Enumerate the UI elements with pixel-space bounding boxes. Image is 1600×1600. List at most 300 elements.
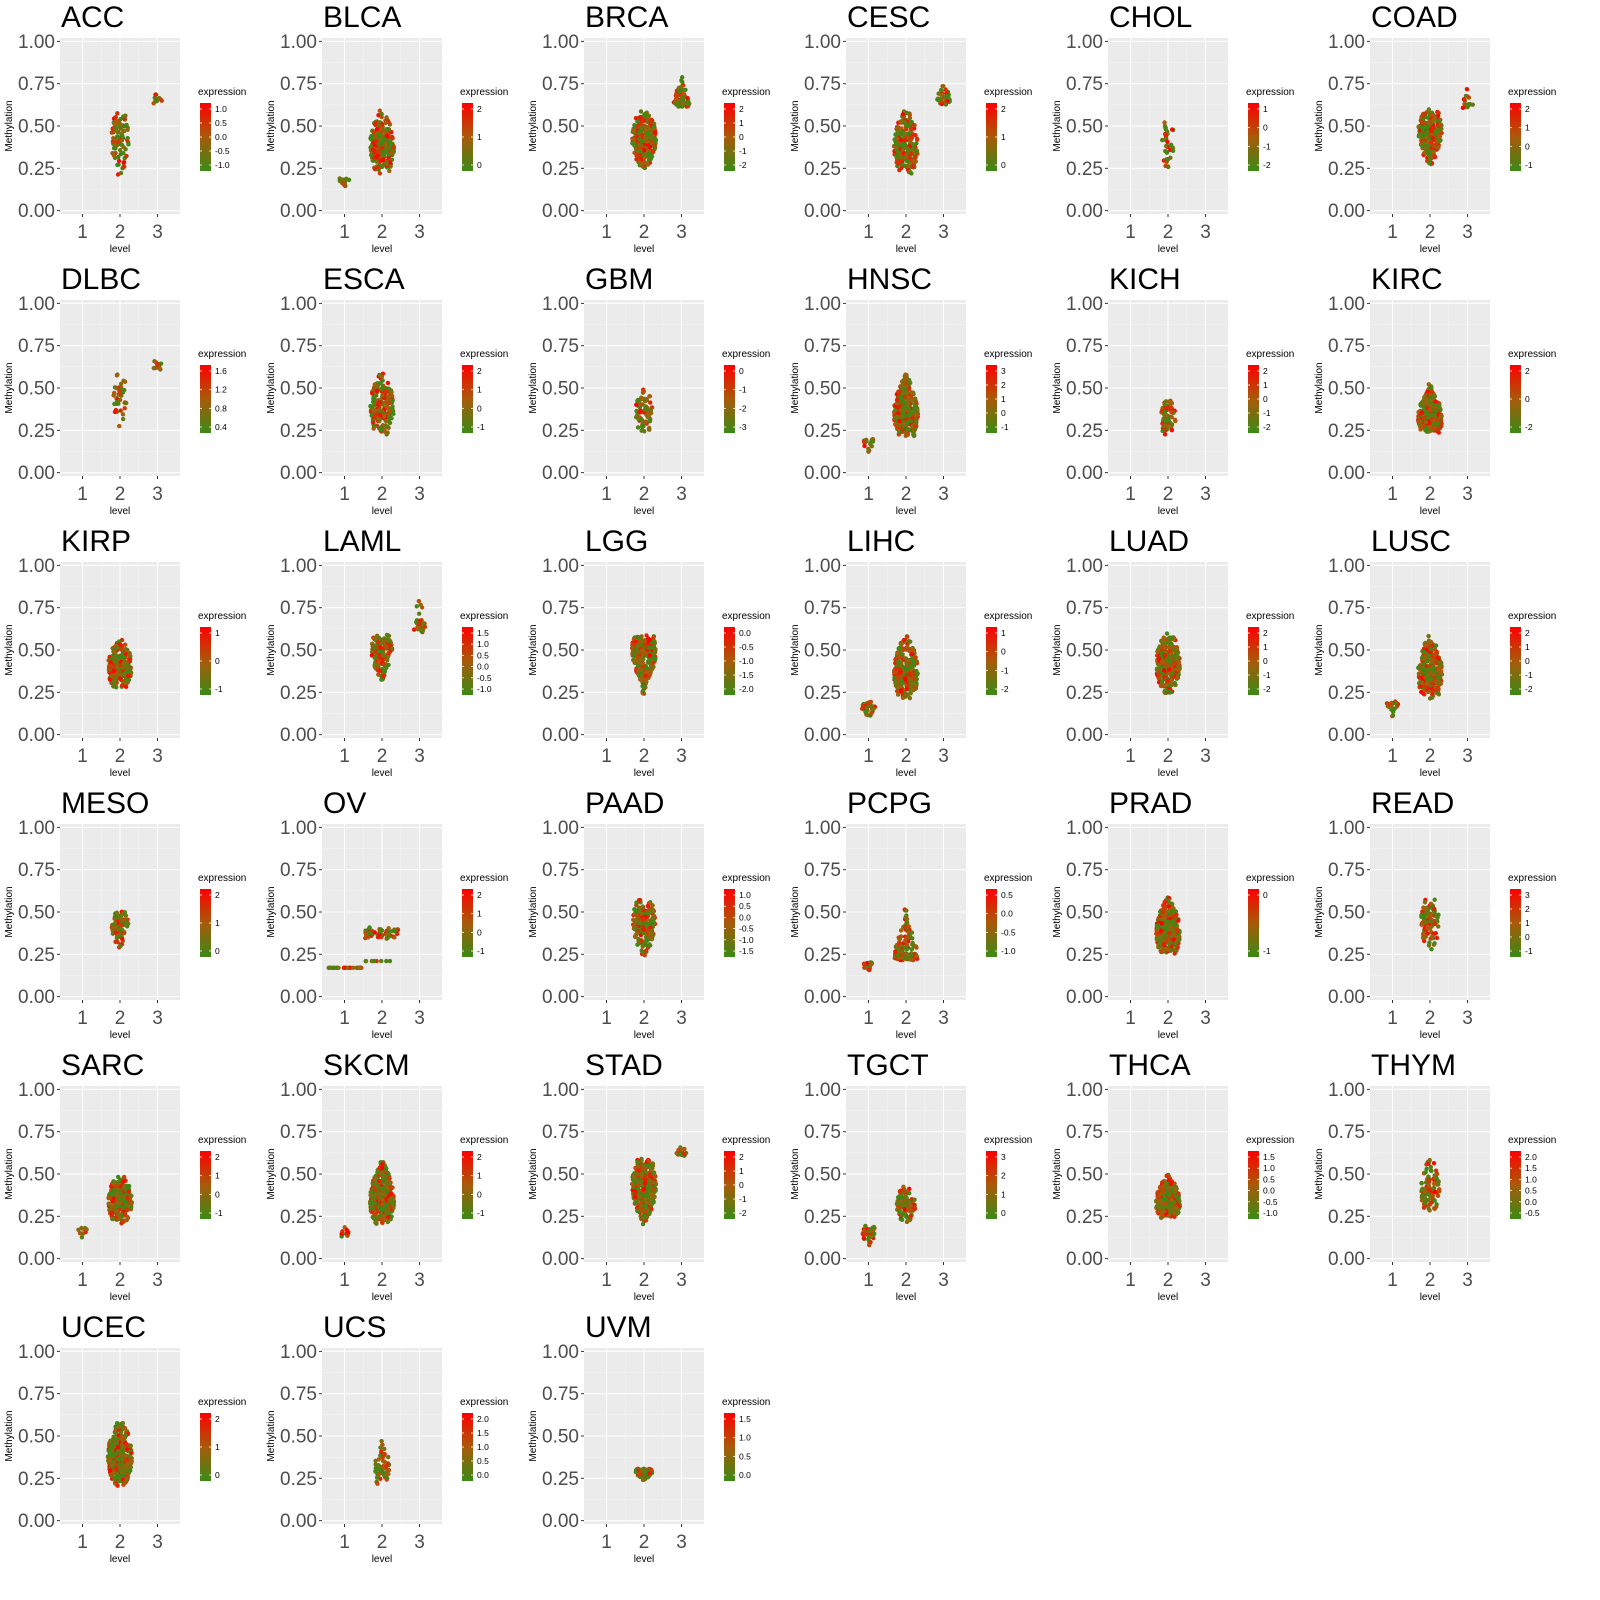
legend-tick-label: -2 [1001,684,1009,694]
data-point [1167,667,1171,671]
data-point [653,130,657,134]
y-axis-label: Methylation [528,362,539,414]
data-point [911,688,915,692]
data-point [638,639,642,643]
data-point [645,139,649,143]
data-point [341,182,345,186]
legend-tick-label: 2 [1525,366,1530,376]
data-point [909,120,913,124]
legend-colorbar [724,365,735,433]
data-point [1164,662,1168,666]
legend-tick-label: 0 [739,366,744,376]
legend-title: expression [722,349,771,360]
data-point [680,96,684,100]
data-point [900,423,904,427]
x-tick-label: 1 [863,484,874,505]
data-point [372,646,376,650]
data-point [910,399,914,403]
legend-title: expression [984,611,1033,622]
legend-tick-label: 0 [1525,394,1530,404]
y-axis-label: Methylation [790,362,801,414]
data-point [380,158,384,162]
y-tick-label: 0.50 [18,378,55,400]
data-point [909,152,913,156]
data-point [653,658,657,662]
data-point [373,662,377,666]
legend-title: expression [984,349,1033,360]
data-point [1385,701,1389,705]
x-tick-label: 2 [638,746,650,767]
legend-tick-label: -2.0 [739,684,754,694]
legend-tick-label: 2 [739,104,744,114]
data-point [112,650,116,654]
data-point [378,108,382,112]
legend-tick-label: 1 [1263,642,1268,652]
legend-tick-label: -1 [1263,670,1271,680]
data-point [914,420,918,424]
data-point [382,414,386,418]
y-tick-label: 1.00 [1066,555,1103,577]
data-point [111,680,115,684]
y-tick-label: 0.25 [542,158,579,180]
facet-svg [786,0,1048,262]
data-point [1157,656,1161,660]
data-point [1420,401,1424,405]
y-tick-label: 0.75 [804,336,841,358]
facet-svg [524,262,786,524]
data-point [640,125,644,129]
legend-title: expression [460,611,509,622]
data-point [647,152,651,156]
data-point [378,668,382,672]
data-point [1159,645,1163,649]
y-tick-label: 0.25 [542,682,579,704]
data-point [391,146,395,150]
data-point [903,677,907,681]
legend-tick-label: -2 [1263,422,1271,432]
y-tick-label: 0.50 [1066,116,1103,138]
data-point [650,667,654,671]
data-point [121,114,125,118]
data-point [1167,645,1171,649]
y-tick-label: 0.25 [280,420,317,442]
data-point [642,156,646,160]
facet-svg [1310,0,1572,262]
data-point [126,674,130,678]
y-axis-label: Methylation [266,624,277,676]
y-tick-label: 0.25 [1328,158,1365,180]
data-point [123,406,127,410]
x-axis-label: level [1157,768,1179,779]
legend-tick-label: 0 [1263,656,1268,666]
x-tick-label: 3 [414,222,425,243]
data-point [121,145,125,149]
data-point [122,165,126,169]
y-tick-label: 0.00 [1328,463,1365,485]
data-point [905,421,909,425]
data-point [647,394,651,398]
data-point [936,91,940,95]
data-point [1422,416,1426,420]
data-point [109,674,113,678]
data-point [1394,701,1398,705]
legend-title: expression [1246,611,1295,622]
data-point [119,171,123,175]
data-point [115,646,119,650]
data-point [1170,415,1174,419]
data-point [913,155,917,159]
data-point [904,661,908,665]
data-point [910,683,914,687]
data-point [1437,123,1441,127]
y-tick-label: 0.50 [804,116,841,138]
data-point [160,98,164,102]
data-point [386,663,390,667]
data-point [378,381,382,385]
data-point [384,162,388,166]
data-point [1436,427,1440,431]
data-point [1418,420,1422,424]
data-point [1436,129,1440,133]
legend-tick-label: 1 [1001,394,1006,404]
facet-panel-hnsc [786,262,1048,524]
data-point [374,121,378,125]
x-tick-label: 3 [152,746,163,767]
y-tick-label: 0.50 [18,116,55,138]
legend-tick-label: 1 [1001,628,1006,638]
data-point [895,136,899,140]
y-axis-label: Methylation [790,100,801,152]
facet-svg [1048,524,1310,786]
legend-title: expression [198,611,247,622]
data-point [382,662,386,666]
y-tick-label: 0.25 [542,420,579,442]
data-point [632,123,636,127]
data-point [380,374,384,378]
data-point [374,156,378,160]
data-point [677,89,681,93]
data-point [907,672,911,676]
data-point [681,101,685,105]
data-point [645,408,649,412]
data-point [1169,143,1173,147]
legend-tick-label: -1 [739,384,747,395]
x-tick-label: 3 [1200,222,1211,243]
y-tick-label: 0.25 [1066,158,1103,180]
data-point [119,152,123,156]
y-axis-label: Methylation [4,624,15,676]
x-axis-label: level [371,244,393,255]
y-tick-label: 0.50 [18,640,55,662]
data-point [376,640,380,644]
y-tick-label: 0.00 [280,725,317,747]
data-point [373,636,377,640]
x-axis-label: level [633,506,655,517]
x-axis-label: level [1157,506,1179,517]
data-point [1420,119,1424,123]
data-point [1166,165,1170,169]
data-point [894,667,898,671]
y-tick-label: 0.75 [1066,336,1103,358]
y-axis-label: Methylation [790,624,801,676]
y-tick-label: 0.00 [542,463,579,485]
data-point [905,398,909,402]
x-tick-label: 2 [1162,746,1174,767]
data-point [121,129,125,133]
y-tick-label: 0.75 [280,598,317,620]
data-point [121,379,125,383]
data-point [910,652,914,656]
data-point [117,389,121,393]
x-tick-label: 3 [414,746,425,767]
data-point [1165,150,1169,154]
legend-tick-label: 2 [1001,380,1006,390]
data-point [898,119,902,123]
legend-tick-label: 0 [477,403,482,414]
x-tick-label: 1 [77,746,88,767]
data-point [1162,120,1166,124]
data-point [1163,432,1167,436]
legend-tick-label: -1.0 [739,656,754,666]
legend-tick-label: 0.5 [215,118,227,128]
data-point [1164,413,1168,417]
data-point [1163,127,1167,131]
facet-panel-brca [524,0,786,262]
legend-tick-label: -1 [1001,665,1009,676]
x-tick-label: 3 [1200,484,1211,505]
data-point [1165,678,1169,682]
facet-panel-lgg [524,524,786,786]
legend-colorbar [986,627,997,695]
data-point [1461,106,1465,110]
x-tick-label: 3 [152,222,163,243]
data-point [912,146,916,150]
y-tick-label: 0.00 [804,725,841,747]
x-tick-label: 2 [1424,746,1436,767]
x-tick-label: 2 [638,484,650,505]
data-point [870,444,874,448]
data-point [1427,400,1431,404]
y-axis-label: Methylation [1052,362,1063,414]
facet-svg [262,262,524,524]
data-point [110,151,114,155]
x-tick-label: 3 [938,222,949,243]
data-point [152,366,156,370]
legend-tick-label: 1.0 [215,104,227,114]
data-point [122,655,126,659]
data-point [112,402,116,406]
data-point [1428,152,1432,156]
y-tick-label: 0.00 [1328,725,1365,747]
legend-tick-label: 1 [215,628,220,638]
data-point [1164,157,1168,161]
y-tick-label: 0.25 [1328,420,1365,442]
y-tick-label: 0.50 [542,640,579,662]
data-point [914,141,918,145]
data-point [909,391,913,395]
data-point [1163,132,1167,136]
facet-svg [524,524,786,786]
y-tick-label: 1.00 [1066,31,1103,53]
data-point [1438,139,1442,143]
data-point [913,655,917,659]
data-point [907,427,911,431]
data-point [639,109,643,113]
legend-tick-label: 2 [1525,104,1530,114]
x-tick-label: 1 [1125,484,1136,505]
legend-tick-label: 0 [1001,408,1006,418]
legend-tick-label: 0 [1263,394,1268,404]
y-tick-label: 1.00 [1328,555,1365,577]
data-point [895,398,899,402]
panel-title: DLBC [61,263,142,296]
data-point [118,655,122,659]
facet-panel-lusc [1310,524,1572,786]
panel-title: CESC [847,1,931,34]
data-point [904,155,908,159]
data-point [1163,689,1167,693]
legend-colorbar [1248,103,1259,171]
legend-tick-label: 2 [1263,366,1268,376]
data-point [114,115,118,119]
data-point [652,124,656,128]
facet-panel-coad [1310,0,1572,262]
data-point [894,153,898,157]
facet-panel-esca [262,262,524,524]
x-tick-label: 3 [1462,222,1473,243]
x-axis-label: level [109,244,131,255]
data-point [415,604,419,608]
data-point [113,410,117,414]
y-tick-label: 0.75 [542,336,579,358]
data-point [915,150,919,154]
data-point [648,120,652,124]
data-point [638,115,642,119]
y-tick-label: 0.50 [804,378,841,400]
data-point [1464,94,1468,98]
data-point [121,417,125,421]
data-point [866,449,870,453]
data-point [896,685,900,689]
data-point [375,127,379,131]
y-tick-label: 0.25 [18,420,55,442]
data-point [651,636,655,640]
data-point [384,432,388,436]
data-point [377,132,381,136]
legend-tick-label: 1 [477,384,482,395]
data-point [653,139,657,143]
data-point [375,389,379,393]
data-point [912,677,916,681]
data-point [946,95,950,99]
data-point [127,652,131,656]
x-axis-label: level [895,244,917,255]
data-point [119,122,123,126]
data-point [125,128,129,132]
x-tick-label: 3 [1462,746,1473,767]
data-point [912,433,916,437]
data-point [123,643,127,647]
data-point [108,665,112,669]
data-point [906,403,910,407]
data-point [384,424,388,428]
x-tick-label: 2 [900,222,912,243]
data-point [636,643,640,647]
data-point [114,137,118,141]
legend-tick-label: 3 [1001,366,1006,376]
facet-panel-kirp [0,524,262,786]
x-axis-label: level [633,244,655,255]
x-tick-label: 1 [863,222,874,243]
legend-title: expression [198,87,247,98]
y-axis-label: Methylation [1052,624,1063,676]
data-point [899,642,903,646]
facet-svg [0,262,262,524]
data-point [1435,110,1439,114]
data-point [908,639,912,643]
y-tick-label: 1.00 [542,555,579,577]
data-point [1465,103,1469,107]
data-point [895,689,899,693]
data-point [386,655,390,659]
data-point [869,711,873,715]
legend-tick-label: -0.5 [477,672,492,683]
data-point [1168,658,1172,662]
data-point [1432,144,1436,148]
data-point [386,381,390,385]
legend-title: expression [722,87,771,98]
data-point [639,417,643,421]
x-axis-label: level [1419,244,1441,255]
x-tick-label: 3 [676,222,687,243]
data-point [1172,662,1176,666]
facet-svg [786,524,1048,786]
y-tick-label: 0.00 [1066,725,1103,747]
legend-tick-label: -0.5 [215,146,230,156]
x-tick-label: 1 [339,484,350,505]
facet-panel-kirc [1310,262,1572,524]
data-point [115,372,119,376]
legend-title: expression [722,611,771,622]
legend-tick-label: -2 [1525,422,1533,432]
data-point [1422,151,1426,155]
x-tick-label: 1 [601,222,612,243]
data-point [382,150,386,154]
y-tick-label: 0.25 [18,158,55,180]
data-point [1168,690,1172,694]
facet-panel-gbm [524,262,786,524]
data-point [896,161,900,165]
data-point [1423,145,1427,149]
facet-panel-luad [1048,524,1310,786]
legend-tick-label: 2 [477,366,482,376]
y-tick-label: 0.75 [542,74,579,96]
data-point [908,696,912,700]
y-tick-label: 0.00 [542,201,579,223]
data-point [907,379,911,383]
data-point [123,664,127,668]
x-tick-label: 2 [114,222,126,243]
data-point [116,162,120,166]
data-point [372,415,376,419]
data-point [1431,118,1435,122]
data-point [901,412,905,416]
data-point [900,652,904,656]
data-point [893,132,897,136]
legend-tick-label: 2 [477,104,482,114]
data-point [1437,403,1441,407]
data-point [641,688,645,692]
